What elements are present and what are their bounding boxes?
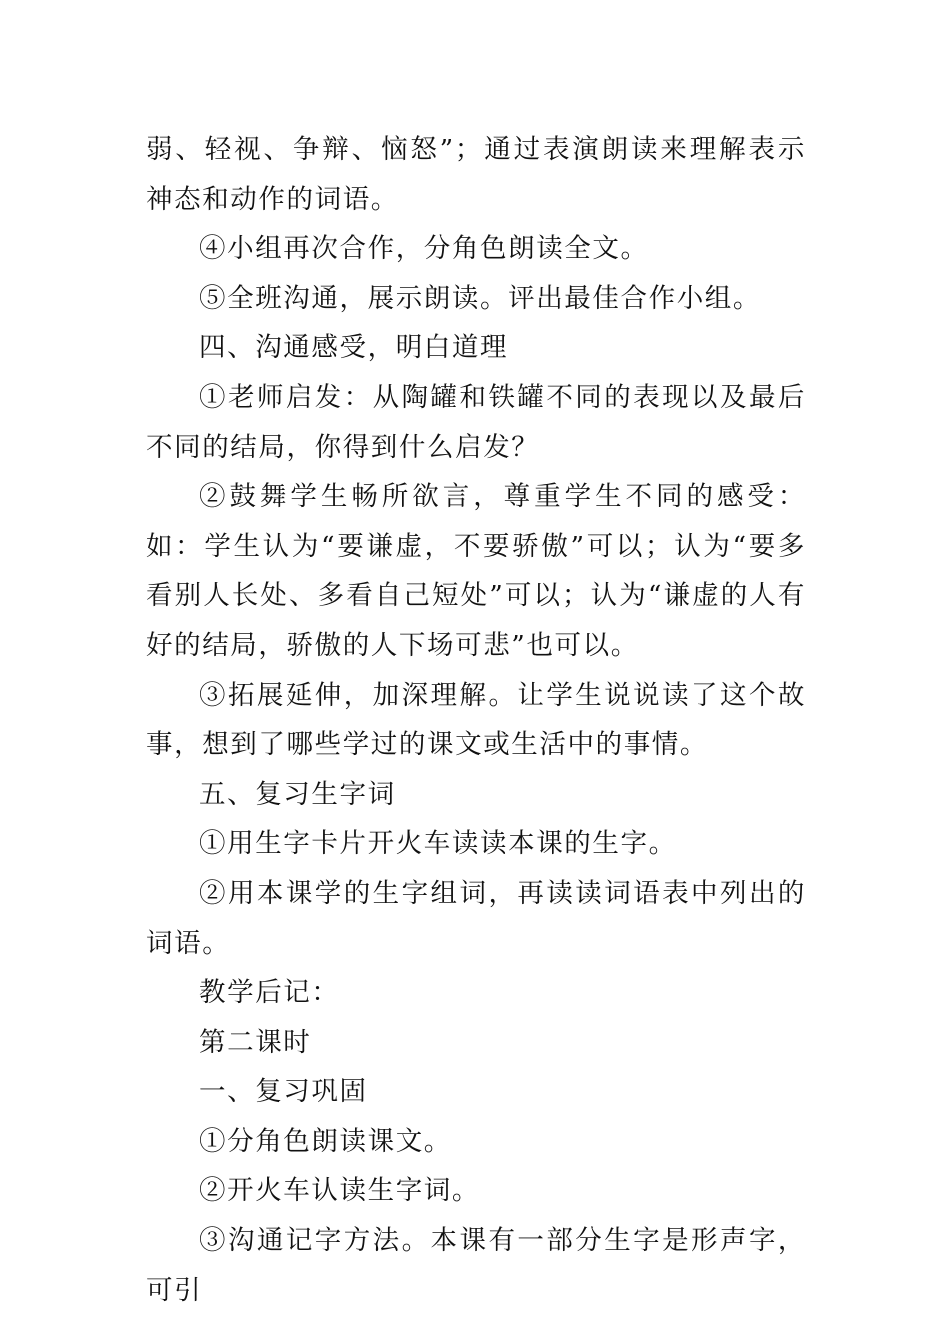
paragraph-teacher-prompt: ①老师启发：从陶罐和铁罐不同的表现以及最后不同的结局，你得到什么启发？	[146, 381, 806, 463]
paragraph-word-building: ②用本课学的生字组词，再读读词语表中列出的词语。	[146, 877, 806, 959]
teaching-notes-label: 教学后记：	[199, 977, 340, 1009]
paragraph-memory-methods: ③沟通记字方法。本课有一部分生字是形声字，可引	[146, 1225, 806, 1306]
paragraph-character-cards: ①用生字卡片开火车读读本课的生字。	[199, 828, 677, 860]
lesson-2-heading: 第二课时	[199, 1026, 312, 1058]
section-heading-4: 四、沟通感受，明白道理	[199, 332, 509, 364]
section-heading-5: 五、复习生字词	[199, 778, 396, 810]
paragraph-step-5: ⑤全班沟通，展示朗读。评出最佳合作小组。	[199, 282, 761, 314]
paragraph-continuation: 弱、轻视、争辩、恼怒”；通过表演朗读来理解表示神态和动作的词语。	[146, 134, 806, 215]
paragraph-step-4: ④小组再次合作，分角色朗读全文。	[199, 233, 649, 265]
paragraph-encourage-students: ②鼓舞学生畅所欲言，尊重学生不同的感受：如：学生认为“要谦虚，不要骄傲”可以；认为“要多看别人长处、多看自己短处”可以；认为“谦虚的人有好的结局，骄傲的人下场可悲”也可以。	[146, 481, 806, 661]
section-heading-1: 一、复习巩固	[199, 1076, 368, 1108]
document-body	[146, 125, 806, 1315]
paragraph-role-reading: ①分角色朗读课文。	[199, 1125, 452, 1157]
paragraph-extension: ③拓展延伸，加深理解。让学生说说读了这个故事，想到了哪些学过的课文或生活中的事情。	[146, 679, 806, 761]
paragraph-train-reading: ②开火车认读生字词。	[199, 1175, 480, 1207]
